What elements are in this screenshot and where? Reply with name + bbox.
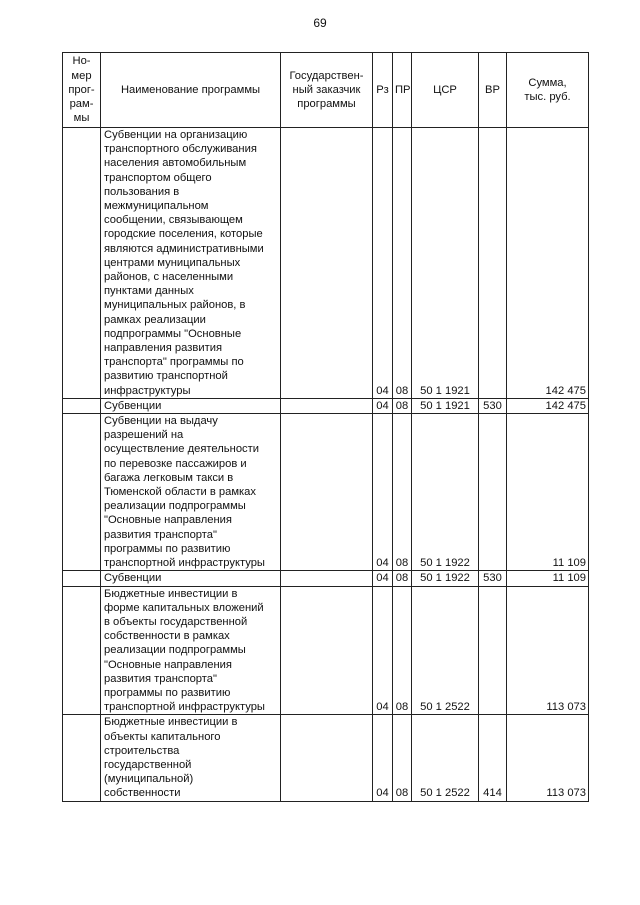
cell-program-name: Субвенции на выдачу разрешений на осуществление деятельности по перевозке пассажиров и багажа легковым такси в Тюменской области в рамках реализации подпрограммы "Основные направления развития транспорта" программы по развитию транспортной инфраструктуры [101, 414, 281, 571]
table-row [63, 128, 589, 399]
cell-sum: 113 073 [507, 586, 589, 715]
cell-program-name: Субвенции на организацию транспортного обслуживания населения автомобильным транспортом общего пользования в межмуниципальном сообщении, связывающем городские поселения, которые являются административными центрами муниципальных районов, с населенными пунктами данных муниципальных районов, в рамках реализации подпрограммы "Основные направления развития транспорта" программы по развитию транспортной инфраструктуры [101, 128, 281, 399]
cell-sum: 11 109 [507, 414, 589, 571]
cell-customer [281, 571, 373, 586]
table-row [63, 715, 589, 801]
cell-pr: 08 [393, 715, 412, 801]
cell-program-number [63, 586, 101, 715]
cell-csr: 50 1 2522 [412, 586, 479, 715]
cell-program-number [63, 128, 101, 399]
cell-rz: 04 [373, 571, 393, 586]
cell-customer [281, 586, 373, 715]
header-pr: ПР [393, 53, 412, 128]
cell-program-number [63, 398, 101, 413]
cell-sum: 142 475 [507, 398, 589, 413]
header-program-name: Наименование программы [101, 53, 281, 128]
cell-program-name: Бюджетные инвестиции в объекты капитального строительства государственной (муниципальной) собственности [101, 715, 281, 801]
cell-program-name: Бюджетные инвестиции в форме капитальных вложений в объекты государственной собственности в рамках реализации подпрограммы "Основные направления развития транспорта" программы по развитию транспортной инфраструктуры [101, 586, 281, 715]
cell-customer [281, 715, 373, 801]
cell-program-name: Субвенции [101, 571, 281, 586]
cell-rz: 04 [373, 586, 393, 715]
header-csr: ЦСР [412, 53, 479, 128]
cell-rz: 04 [373, 715, 393, 801]
cell-pr: 08 [393, 128, 412, 399]
cell-customer [281, 398, 373, 413]
table-header-row [63, 53, 589, 128]
cell-csr: 50 1 1921 [412, 128, 479, 399]
cell-pr: 08 [393, 398, 412, 413]
cell-pr: 08 [393, 414, 412, 571]
cell-rz: 04 [373, 414, 393, 571]
program-table [62, 52, 589, 802]
cell-vr: 414 [479, 715, 507, 801]
cell-pr: 08 [393, 586, 412, 715]
cell-pr: 08 [393, 571, 412, 586]
cell-vr: 530 [479, 571, 507, 586]
cell-vr: 530 [479, 398, 507, 413]
table-row [63, 571, 589, 586]
cell-csr: 50 1 1922 [412, 571, 479, 586]
cell-program-number [63, 571, 101, 586]
header-program-number: Но- мер прог- рам- мы [63, 53, 101, 128]
cell-csr: 50 1 2522 [412, 715, 479, 801]
cell-rz: 04 [373, 128, 393, 399]
cell-vr [479, 586, 507, 715]
cell-vr [479, 414, 507, 571]
header-customer: Государствен- ный заказчик программы [281, 53, 373, 128]
cell-program-number [63, 715, 101, 801]
cell-program-name: Субвенции [101, 398, 281, 413]
cell-sum: 11 109 [507, 571, 589, 586]
cell-csr: 50 1 1922 [412, 414, 479, 571]
cell-customer [281, 128, 373, 399]
table-row [63, 586, 589, 715]
cell-sum: 113 073 [507, 715, 589, 801]
cell-rz: 04 [373, 398, 393, 413]
table-row [63, 414, 589, 571]
header-vr: ВР [479, 53, 507, 128]
page-number: 69 [313, 16, 327, 30]
cell-customer [281, 414, 373, 571]
table-row [63, 398, 589, 413]
cell-sum: 142 475 [507, 128, 589, 399]
cell-program-number [63, 414, 101, 571]
cell-vr [479, 128, 507, 399]
header-sum: Сумма, тыс. руб. [507, 53, 589, 128]
cell-csr: 50 1 1921 [412, 398, 479, 413]
header-rz: Рз [373, 53, 393, 128]
